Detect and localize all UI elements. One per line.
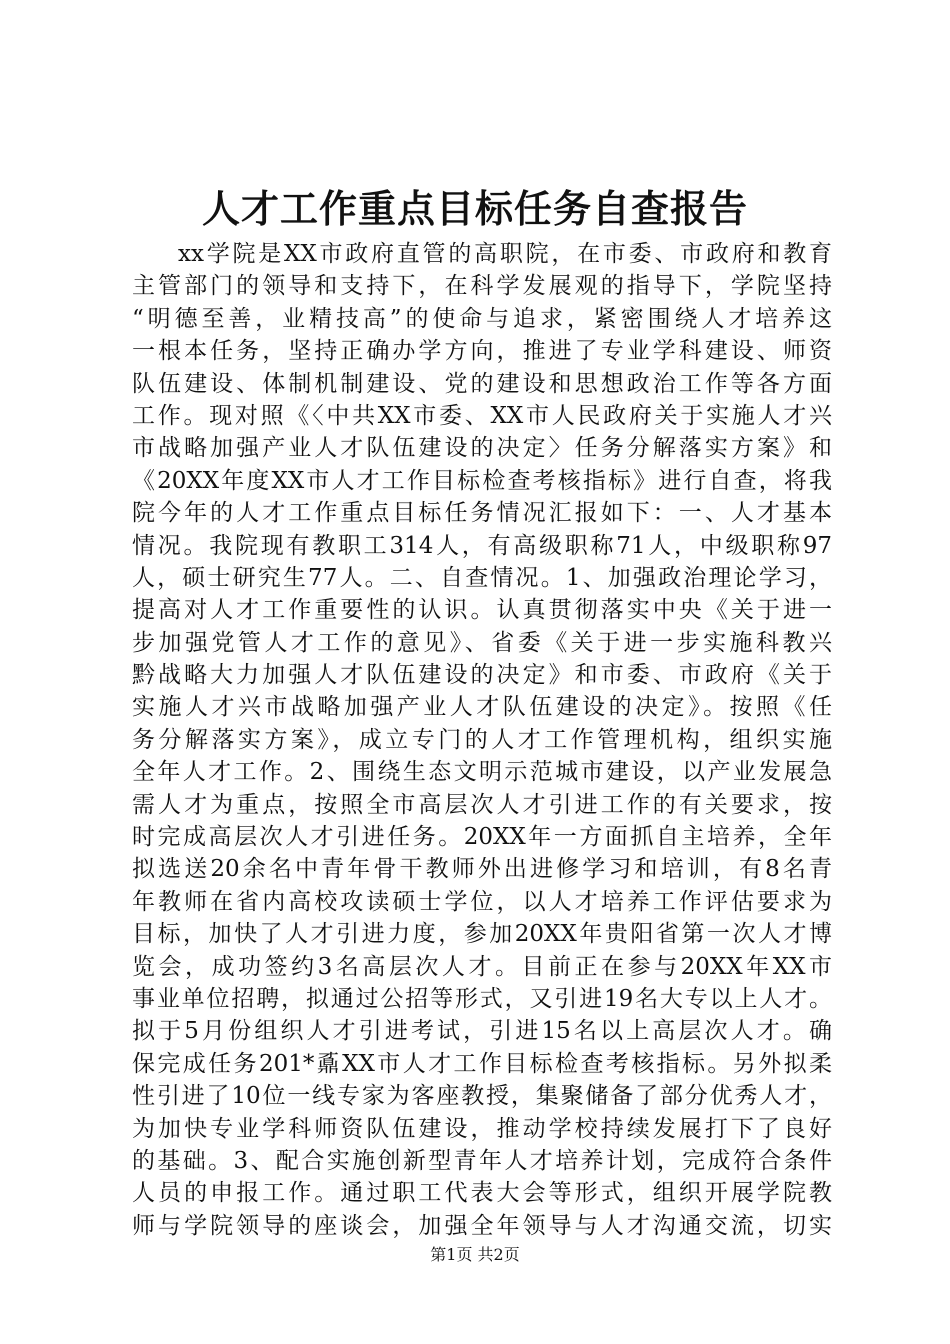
body-line: 黔战略大力加强人才队伍建设的决定》和市委、市政府《关于 xyxy=(132,662,832,689)
body-line: 主管部门的领导和支持下，在科学发展观的指导下，学院坚持 xyxy=(132,273,832,300)
body-line: 为加快专业学科师资队伍建设，推动学校持续发展打下了良好 xyxy=(132,1115,832,1142)
body-line: 《20XX年度XX市人才工作目标检查考核指标》进行自查，将我 xyxy=(132,467,832,494)
body-line: 实施人才兴市战略加强产业人才队伍建设的决定》。按照《任 xyxy=(132,694,832,721)
page-footer: 第1页 共2页 xyxy=(430,1245,520,1264)
document-body xyxy=(132,238,832,1242)
document-title: 人才工作重点目标任务自查报告 xyxy=(201,186,748,231)
body-line: 目标，加快了人才引进力度，参加20XX年贵阳省第一次人才博 xyxy=(132,921,832,948)
body-line: 全年人才工作。2、围绕生态文明示范城市建设，以产业发展急 xyxy=(132,759,832,786)
body-line: 市战略加强产业人才队伍建设的决定〉任务分解落实方案》和 xyxy=(132,435,832,462)
body-line: 拟于5月份组织人才引进考试，引进15名以上高层次人才。确 xyxy=(132,1018,832,1045)
body-line: xx学院是XX市政府直管的高职院，在市委、市政府和教育 xyxy=(178,241,832,267)
body-line: 事业单位招聘，拟通过公招等形式，又引进19名大专以上人才。 xyxy=(132,985,832,1012)
body-line: 拟选送20余名中青年骨干教师外出进修学习和培训，有8名青 xyxy=(132,856,832,883)
body-line: 提高对人才工作重要性的认识。认真贯彻落实中央《关于进一 xyxy=(132,597,832,624)
body-line: 务分解落实方案》，成立专门的人才工作管理机构，组织实施 xyxy=(132,726,832,753)
body-line: 的基础。3、配合实施创新型青年人才培养计划，完成符合条件 xyxy=(132,1147,832,1174)
body-line: 一根本任务，坚持正确办学方向，推进了专业学科建设、师资 xyxy=(132,338,832,365)
body-line: 保完成任务201*鼒XX市人才工作目标检查考核指标。另外拟柔 xyxy=(132,1050,832,1077)
body-line: 队伍建设、体制机制建设、党的建设和思想政治工作等各方面 xyxy=(132,370,832,397)
body-line: 院今年的人才工作重点目标任务情况汇报如下：一、人才基本 xyxy=(132,500,832,527)
body-line: 需人才为重点，按照全市高层次人才引进工作的有关要求，按 xyxy=(132,791,832,818)
body-line: 时完成高层次人才引进任务。20XX年一方面抓自主培养，全年 xyxy=(132,824,832,851)
body-line: 览会，成功签约3名高层次人才。目前正在参与20XX年XX市 xyxy=(132,953,832,980)
body-line: 师与学院领导的座谈会，加强全年领导与人才沟通交流，切实 xyxy=(132,1212,832,1239)
body-line: 情况。我院现有教职工314人，有高级职称71人，中级职称97 xyxy=(132,532,832,559)
body-line: 工作。现对照《〈中共XX市委、XX市人民政府关于实施人才兴 xyxy=(132,402,832,429)
body-line: 步加强党管人才工作的意见》、省委《关于进一步实施科教兴 xyxy=(132,629,832,656)
body-line: 性引进了10位一线专家为客座教授，集聚储备了部分优秀人才， xyxy=(132,1083,832,1110)
body-line: 人，硕士研究生77人。二、自查情况。1、加强政治理论学习， xyxy=(132,564,832,591)
body-line: 人员的申报工作。通过职工代表大会等形式，组织开展学院教 xyxy=(132,1180,832,1207)
body-line: “明德至善，业精技高”的使命与追求，紧密围绕人才培养这 xyxy=(132,305,832,332)
body-line: 年教师在省内高校攻读硕士学位，以人才培养工作评估要求为 xyxy=(132,888,832,915)
